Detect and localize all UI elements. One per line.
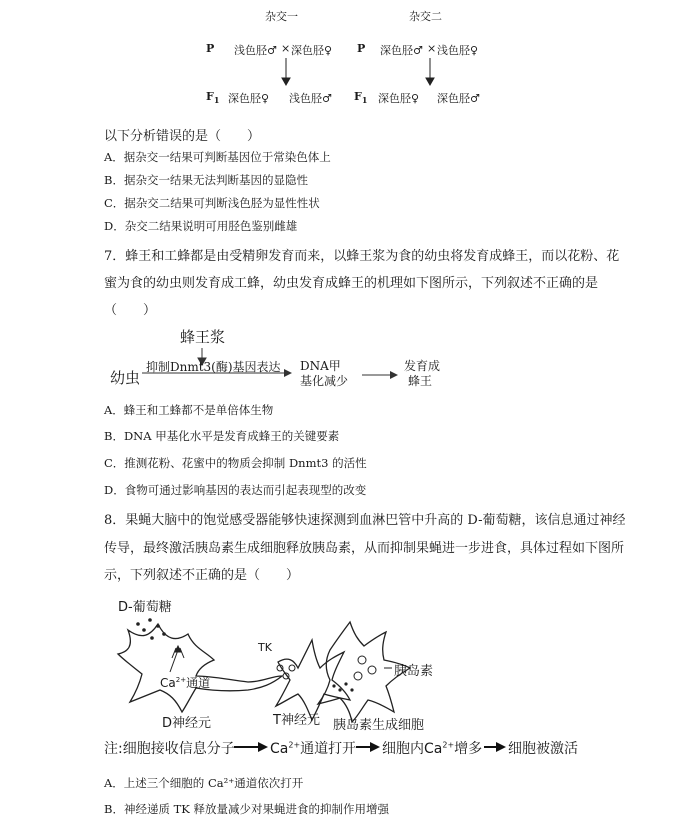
develop-queen-label-2: 蜂王 [408,374,433,388]
c2-p-left: 深色胫♂ [380,44,423,57]
dna-arrowhead [390,371,398,379]
c1-p-left: 浅色胫♂ [234,44,277,57]
q7-option-d: D．食物可通过影响基因的表达而引起表现型的改变 [104,483,367,497]
ca-channel-d [170,646,184,672]
c1-f1-left: 深色胫♀ [228,92,270,105]
t-neuron-shape [276,640,350,720]
q8-option-b: B．神经递质 TK 释放量减少对果蝇进食的抑制作用增强 [104,802,390,816]
note-step-1: 注:细胞接收信息分子 [104,741,235,757]
d-neuron-label: D神经元 [162,716,212,731]
note-arrow-3 [484,742,506,752]
c2-f1-right: 深色胫♂ [437,92,480,105]
note-step-4: 细胞被激活 [508,741,578,757]
dna-methylation-label-2: 基化减少 [300,374,349,388]
note-arrow-1 [234,742,268,752]
q8-stem-line2: 传导，最终激活胰岛素生成细胞释放胰岛素，从而抑制果蝇进一步进食，具体过程如下图所 [104,541,625,556]
inhibit-arrowhead [284,369,292,377]
c1-f1-right: 浅色胫♂ [289,92,332,105]
c2-p-times: × [427,42,437,55]
note-arrow-2 [356,742,380,752]
c2-p-right: 浅色胫♀ [437,44,479,57]
q7-stem-line1: 7．蜂王和工蜂都是由受精卵发育而来，以蜂王浆为食的幼虫将发育成蜂王，而以花粉、花 [104,249,620,264]
q6-option-b: B．据杂交一结果无法判断基因的显隐性 [104,173,308,187]
tk-label: TK [258,641,272,654]
f1-label-2: $F_1$ [354,90,368,106]
tk-vesicles [277,665,295,679]
dna-methylation-label-1: DNA甲 [300,359,341,373]
note-step-2: $Ca^{2+}$通道打开 [270,740,357,757]
q7-option-b: B．DNA 甲基化水平是发育成蜂王的关键要素 [104,429,340,443]
f1-label-1: $F_1$ [206,90,220,106]
insulin-cell-label: 胰岛素生成细胞 [333,718,425,733]
q7-stem-line3: （ ） [104,303,157,318]
q6-option-d: D．杂交二结果说明可用胫色鉴别雌雄 [104,219,298,233]
larva-label: 幼虫 [110,369,141,387]
insulin-label: 胰岛素 [394,664,434,679]
p-label-1: P [206,42,215,55]
q7-stem-line2: 蜜为食的幼虫则发育成工蜂，幼虫发育成蜂王的机理如下图所示，下列叙述不正确的是 [104,276,599,291]
q8-stem-line3: 示，下列叙述不正确的是（ ） [104,568,300,583]
q8-stem-line1: 8．果蝇大脑中的饱觉感受器能够快速探测到血淋巴管中升高的 D-葡萄糖，该信息通过神经 [104,513,626,528]
inhibit-label: 抑制Dnmt3(酶)基因表达 [146,360,281,374]
t-neuron-label: T神经元 [273,713,320,728]
insulin-granules [354,656,376,680]
q6-option-c: C．据杂交二结果可判断浅色胫为显性性状 [104,196,320,210]
q6-stem: 以下分析错误的是（ ） [104,129,261,144]
c1-p-right: 深色胫♀ [291,44,333,57]
ca-channel-label: $Ca^{2+}$通道 [160,676,211,690]
d-glucose-label: D-葡萄糖 [118,600,172,615]
royal-jelly-label: 蜂王浆 [180,328,226,346]
q7-option-c: C．推测花粉、花蜜中的物质会抑制 Dnmt3 的活性 [104,456,367,470]
develop-queen-label-1: 发育成 [404,359,441,373]
q7-option-a: A．蜂王和工蜂都不是单倍体生物 [104,403,274,417]
cross1-arrow [282,58,290,85]
d-neuron-shape [118,624,282,712]
cross1-title: 杂交一 [265,10,298,23]
p-label-2: P [357,42,366,55]
q8-option-a: A．上述三个细胞的 Ca²⁺通道依次打开 [104,776,304,790]
note-step-3: 细胞内$Ca^{2+}$增多 [382,740,483,757]
c1-p-times: × [281,42,291,55]
cross2-arrow [426,58,434,85]
cross2-title: 杂交二 [409,10,442,23]
c2-f1-left: 深色胫♀ [378,92,420,105]
q6-option-a: A．据杂交一结果可判断基因位于常染色体上 [104,150,331,164]
